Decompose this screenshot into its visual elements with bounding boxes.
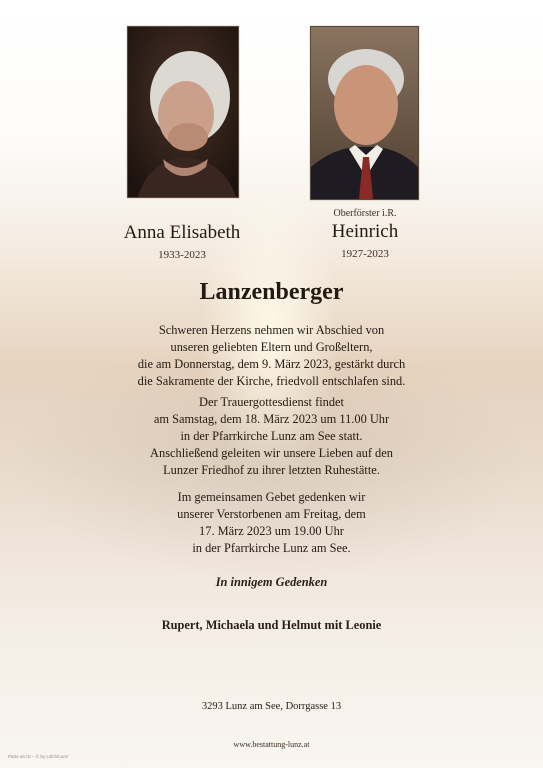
mourners-names: Rupert, Michaela und Helmut mit Leonie [161,618,382,632]
person-right-name: Heinrich [331,221,399,242]
paragraph-line: in der Pfarrkirche Lunz am See. [192,541,351,555]
paragraph-line: 17. März 2023 um 19.00 Uhr [199,524,344,538]
copyright-footnote: Parte an ID – © by Lölch/Lunz [8,754,69,759]
announcement-paragraph [0,322,543,390]
funeral-service-paragraph [0,394,543,479]
person-left-name: Anna Elisabeth [123,222,241,243]
family-surname: Lanzenberger [199,279,344,305]
paragraph-line: Im gemeinsamen Gebet gedenken wir [177,490,366,504]
paragraph-line: Schweren Herzens nehmen wir Abschied von [158,323,385,337]
person-left-years: 1933-2023 [158,249,206,261]
closing-phrase: In innigem Gedenken [215,575,328,589]
portrait-photo-right [310,26,419,200]
paragraph-line: die Sakramente der Kirche, friedvoll entschlafen sind. [137,374,406,388]
prayer-paragraph [0,489,543,557]
paragraph-line: in der Pfarrkirche Lunz am See statt. [180,429,363,443]
paragraph-line: unserer Verstorbenen am Freitag, dem [177,507,366,521]
paragraph-line: unseren geliebten Eltern und Großeltern, [170,340,373,354]
portrait-woman-image [128,27,238,197]
paragraph-line: am Samstag, dem 18. März 2023 um 11.00 Uhr [153,412,390,426]
person-right-title: Oberförster i.R. [333,208,397,219]
person-left-caption [92,222,272,261]
person-right-caption [275,208,455,260]
paragraph-line: Der Trauergottesdienst findet [199,395,344,409]
family-address: 3293 Lunz am See, Dorrgasse 13 [201,701,342,712]
person-right-years: 1927-2023 [341,248,389,260]
paragraph-line: Anschließend geleiten wir unsere Lieben auf den [150,446,393,460]
paragraph-line: Lunzer Friedhof zu ihrer letzten Ruhestätte. [163,463,380,477]
portrait-photo-left [127,26,239,198]
portrait-man-image [311,27,418,199]
funeral-home-website[interactable]: www.bestattung-lunz.at [233,740,310,749]
paragraph-line: die am Donnerstag, dem 9. März 2023, gestärkt durch [137,357,406,371]
